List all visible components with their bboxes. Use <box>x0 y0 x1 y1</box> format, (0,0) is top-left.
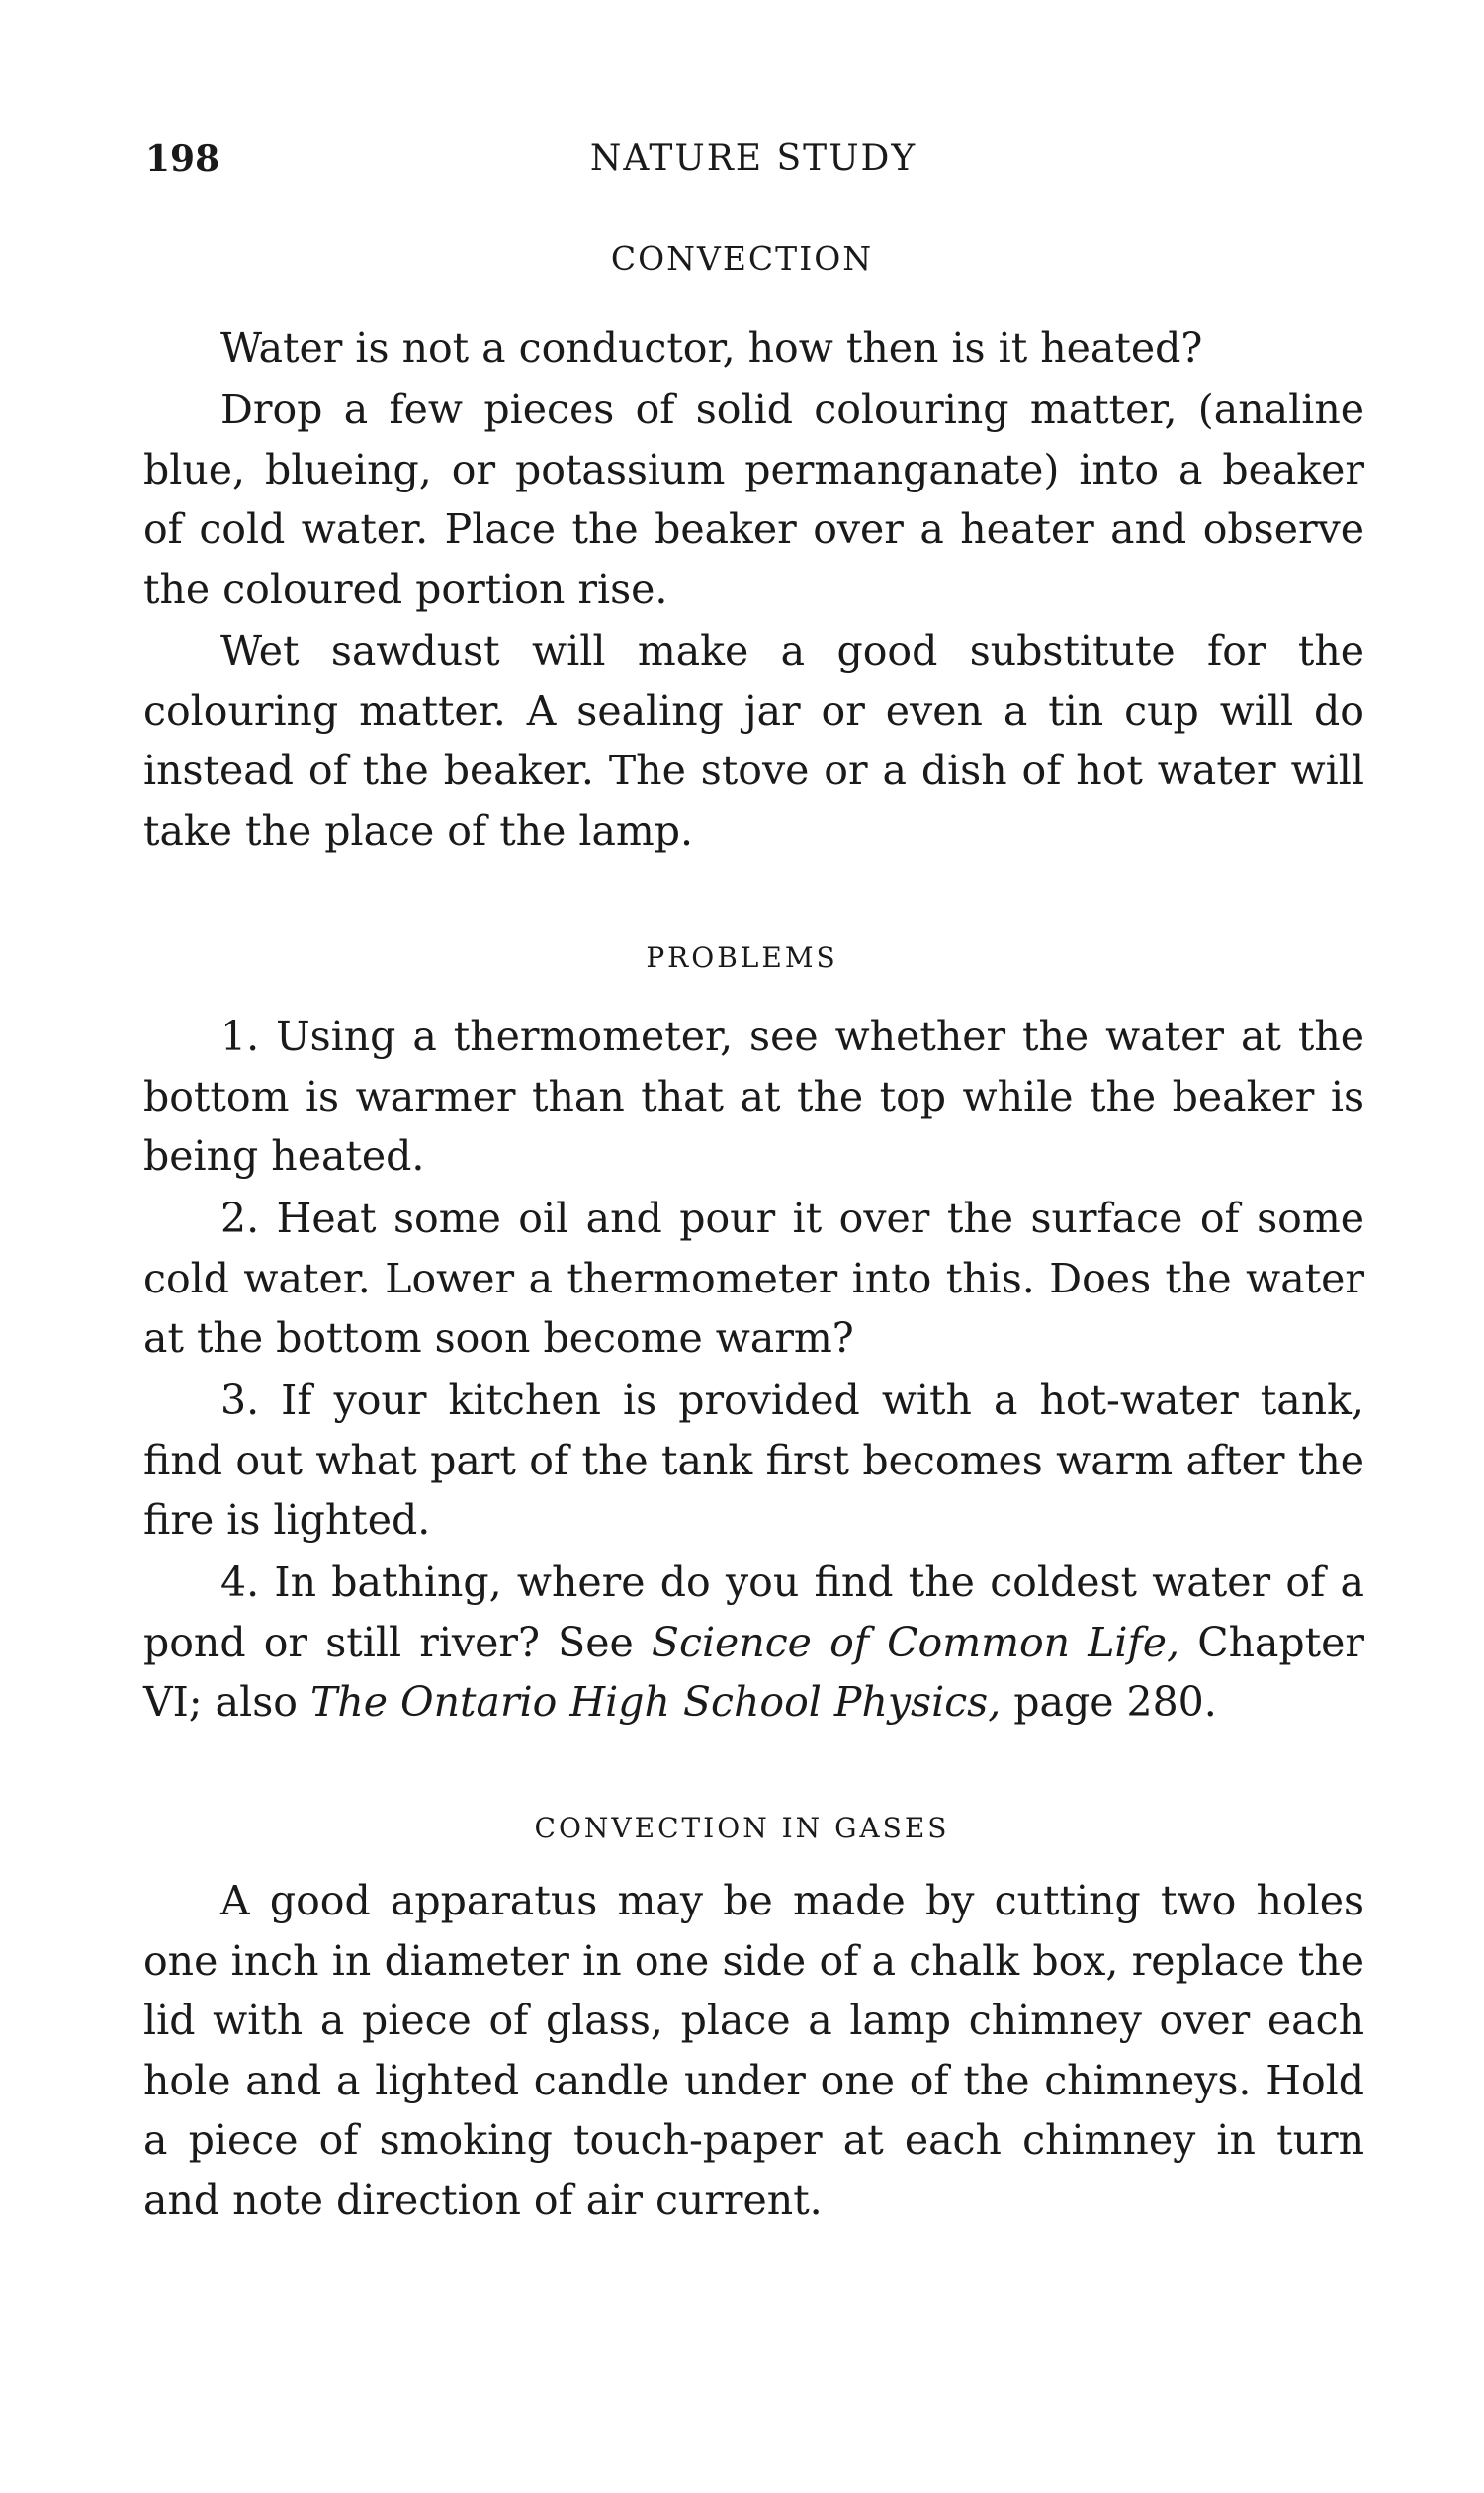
paragraph-text: Wet sawdust will make a good substitute for the colouring matter. A sealing jar or even a tin cup will do instead of the beaker. The stove or a dish of hot water will take the place of the lamp. <box>143 627 1364 854</box>
problem-text: 1. Using a thermometer, see whether the water at the bottom is warmer than that at the top while the beaker is being heated. <box>143 1013 1364 1180</box>
problem-text: 4. In bathing, where do you find the coldest water of a pond or still river? See <box>143 1558 1364 1666</box>
problem-text: Chapter VI; also <box>143 1618 1365 1726</box>
paragraph-text: Drop a few pieces of solid colouring matter, (analine blue, blueing, or potassium permanganate) into a beaker of cold water. Place the beaker over a heater and observe the coloured portion rise. <box>143 386 1364 613</box>
paragraph-question <box>143 318 1364 379</box>
problem-item-4 <box>143 1553 1364 1733</box>
running-head: NATURE STUDY <box>589 138 917 179</box>
paragraph-apparatus <box>143 1871 1364 2230</box>
problem-item-3 <box>143 1371 1364 1551</box>
problem-item-2 <box>143 1189 1364 1369</box>
page-number: 198 <box>145 138 220 180</box>
problem-item-1 <box>143 1007 1364 1187</box>
section-heading-problems: PROBLEMS <box>646 941 838 974</box>
paragraph-substitute <box>143 621 1364 860</box>
section-heading-convection-in-gases: CONVECTION IN GASES <box>534 1812 950 1844</box>
problem-text: page 280. <box>1001 1678 1217 1726</box>
paragraph-text: A good apparatus may be made by cutting two holes one inch in diameter in one side of a chalk box, replace the lid with a piece of glass, place a lamp chimney over each hole and a lighted candle under one of the chimneys. Hold a piece of smoking touch-paper at each chimney in turn and note direction of air current. <box>143 1877 1364 2224</box>
book-title-ontario-physics: The Ontario High School Physics, <box>309 1678 1002 1726</box>
page-header <box>145 138 1361 186</box>
problem-text: 3. If your kitchen is provided with a hot-water tank, find out what part of the tank first becomes warm after the fire is lighted. <box>143 1377 1364 1544</box>
paragraph-text: Water is not a conductor, how then is it heated? <box>220 324 1203 372</box>
problem-text: 2. Heat some oil and pour it over the surface of some cold water. Lower a thermometer into this. Does the water at the bottom soon become warm? <box>143 1195 1364 1362</box>
book-title-science-of-common-life: Science of Common Life, <box>651 1618 1180 1666</box>
section-heading-convection: CONVECTION <box>610 239 874 278</box>
paragraph-experiment <box>143 380 1364 619</box>
